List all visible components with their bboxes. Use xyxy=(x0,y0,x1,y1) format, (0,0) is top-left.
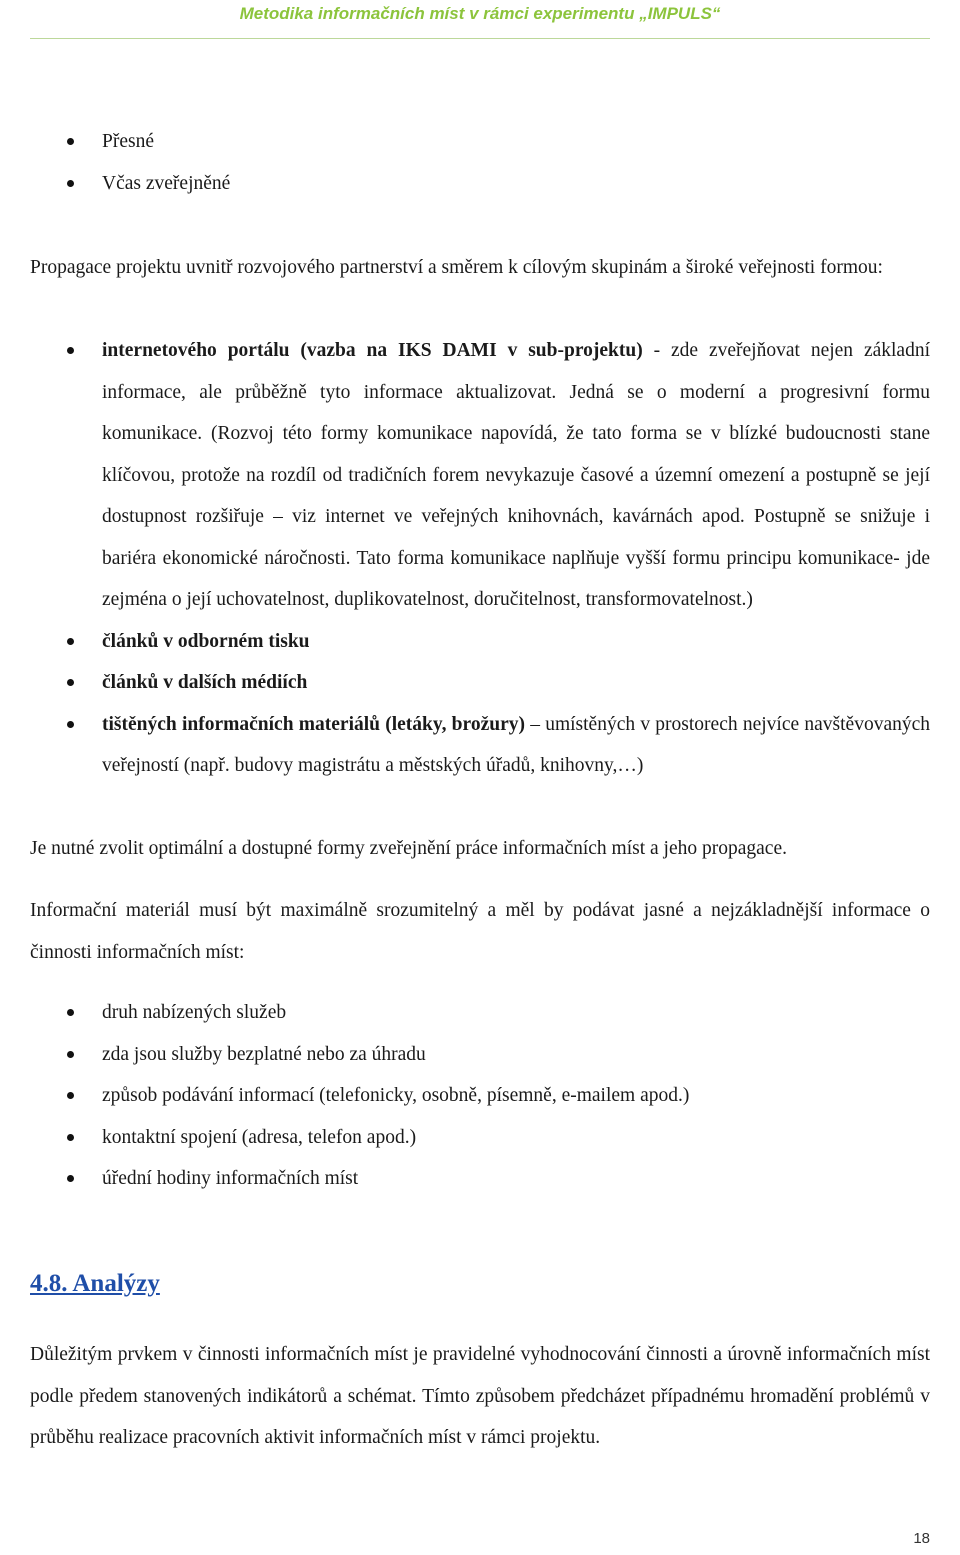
section-heading: 4.8. Analýzy xyxy=(30,1270,160,1297)
paragraph-forms: Je nutné zvolit optimální a dostupné formy zveřejnění práce informačních míst a jeho propagace. xyxy=(30,838,787,859)
bullet-icon xyxy=(67,1092,74,1099)
list-item xyxy=(0,1158,960,1200)
list-channels xyxy=(0,330,960,787)
list-item-bold: článků v odborném tisku xyxy=(102,630,310,652)
bullet-icon xyxy=(67,638,74,645)
bullet-icon xyxy=(67,1009,74,1016)
list-item xyxy=(0,330,960,621)
paragraph-material: Informační materiál musí být maximálně srozumitelný a měl by podávat jasné a nejzákladnější informace o činnosti informačních míst: xyxy=(30,900,930,963)
list-item-bold: článků v dalších médiích xyxy=(102,672,308,693)
list-item xyxy=(0,1117,960,1159)
bullet-icon xyxy=(67,1051,74,1058)
list-item xyxy=(0,992,960,1034)
list-item-bold: tištěných informačních materiálů (letáky, brožury) xyxy=(102,713,525,735)
list-item xyxy=(0,121,960,163)
list-item-text: - zde zveřejňovat nejen základní informace, ale průběžně tyto informace aktualizovat. Jedná se o moderní a progresivní formu komunikace. (Rozvoj této formy komunikace napovídá, že tato forma se v blízké budoucnosti stane klíčovou, protože na rozdíl od tradičních forem nevykazuje časové a územní omezení a postupně se její dostupnost rozšiřuje – viz internet ve veřejných knihovnách, kavárnách apod. Postupně se snižuje i bariéra ekonomické náročnosti. Tato forma komunikace naplňuje vyšší formu principu komunikace- jde zejména o její uchovatelnost, duplikovatelnost, doručitelnost, transformovatelnost.) xyxy=(102,340,930,610)
list-contents xyxy=(0,992,960,1200)
list-item-text: způsob podávání informací (telefonicky, osobně, písemně, e-mailem apod.) xyxy=(102,1085,690,1106)
running-header: Metodika informačních míst v rámci experimentu „IMPULS“ xyxy=(239,4,721,23)
list-item-text: zda jsou služby bezplatné nebo za úhradu xyxy=(102,1043,426,1065)
list-quality xyxy=(0,121,960,204)
list-item-text: úřední hodiny informačních míst xyxy=(102,1168,359,1189)
bullet-icon xyxy=(67,347,74,354)
list-item xyxy=(0,163,960,205)
paragraph-propagation: Propagace projektu uvnitř rozvojového partnerství a směrem k cílovým skupinám a široké veřejnosti formou: xyxy=(30,257,883,278)
bullet-icon xyxy=(67,679,74,686)
bullet-icon xyxy=(67,721,74,728)
list-item xyxy=(0,662,960,704)
list-item xyxy=(0,1034,960,1076)
bullet-icon xyxy=(67,1175,74,1182)
header-rule xyxy=(30,38,930,39)
list-item-text: Včas zveřejněné xyxy=(102,172,231,194)
page-number: 18 xyxy=(913,1530,930,1547)
paragraph-analyses: Důležitým prvkem v činnosti informačních míst je pravidelné vyhodnocování činnosti a úrovně informačních míst podle předem stanovených indikátorů a schémat. Tímto způsobem předcházet případnému hromadění problémů v průběhu realizace pracovních aktivit informačních míst v rámci projektu. xyxy=(30,1344,930,1448)
bullet-icon xyxy=(67,138,74,145)
list-item xyxy=(0,1075,960,1117)
bullet-icon xyxy=(67,1134,74,1141)
list-item xyxy=(0,704,960,787)
list-item-text: Přesné xyxy=(102,131,154,152)
list-item-text: – umístěných v prostorech nejvíce navštěvovaných veřejností (např. budovy magistrátu a městských úřadů, knihovny,…) xyxy=(102,713,931,776)
list-item-text: druh nabízených služeb xyxy=(102,1002,287,1023)
bullet-icon xyxy=(67,180,74,187)
list-item-bold: internetového portálu (vazba na IKS DAMI v sub-projektu) xyxy=(102,340,643,361)
list-item xyxy=(0,621,960,663)
list-item-text: kontaktní spojení (adresa, telefon apod.) xyxy=(102,1126,417,1148)
